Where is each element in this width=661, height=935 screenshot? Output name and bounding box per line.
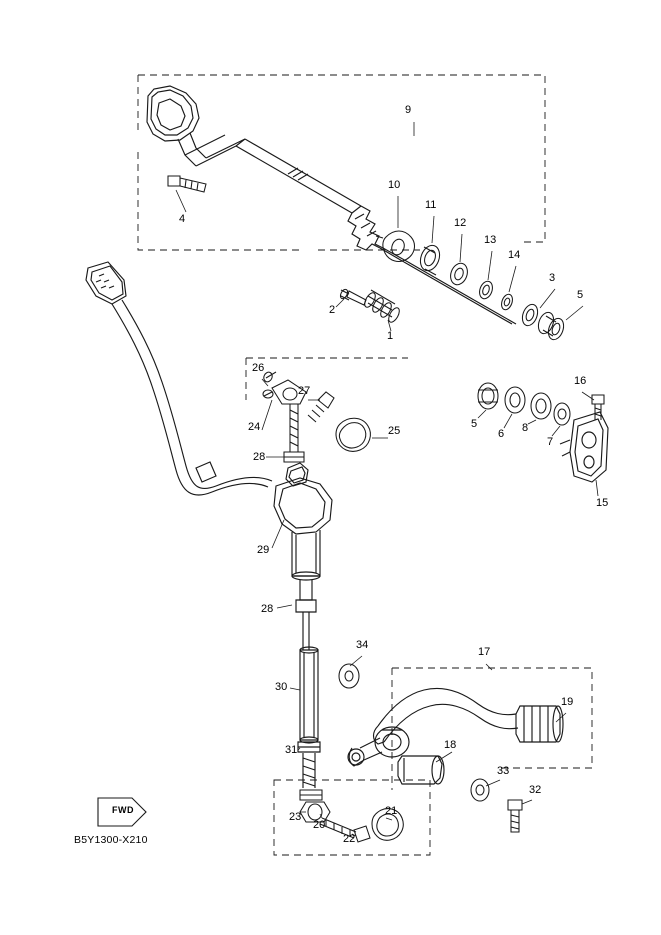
callout-7: 7: [547, 436, 554, 448]
callout-9: 9: [405, 104, 412, 116]
callout-24: 24: [248, 421, 261, 433]
group-box-upper: [138, 75, 545, 250]
callout-12: 12: [454, 217, 467, 229]
callout-5-upper: 5: [577, 289, 584, 301]
cover-25: [336, 418, 370, 451]
callout-2: 2: [329, 304, 336, 316]
callout-25: 25: [388, 425, 401, 437]
callout-16: 16: [574, 375, 587, 387]
group-box-arm: [246, 358, 408, 400]
bearings-5-8: [478, 383, 570, 425]
bolt-4: [168, 176, 206, 192]
shift-rod-30: [298, 612, 320, 788]
callout-17: 17: [478, 646, 491, 658]
callout-14: 14: [508, 249, 521, 261]
callout-22: 22: [343, 833, 356, 845]
callout-5-lower: 5: [471, 418, 478, 430]
callout-6: 6: [498, 428, 505, 440]
washer-34: [339, 664, 359, 688]
callout-10: 10: [388, 179, 401, 191]
callout-26: 26: [252, 362, 265, 374]
bolt-2: [339, 288, 366, 305]
callout-15: 15: [596, 497, 609, 509]
callout-23: 23: [289, 811, 302, 823]
callout-11: 11: [425, 199, 437, 211]
callout-29: 29: [257, 544, 270, 556]
spring-1: [363, 290, 402, 324]
part-code-label: B5Y1300-X210: [74, 834, 148, 846]
shift-pedal-17: [348, 688, 563, 784]
callout-30: 30: [275, 681, 288, 693]
callout-8: 8: [522, 422, 529, 434]
callout-20: 20: [313, 819, 326, 831]
callout-21: 21: [385, 805, 398, 817]
callout-3: 3: [549, 272, 556, 284]
callout-28-upper: 28: [253, 451, 266, 463]
callout-32: 32: [529, 784, 542, 796]
callout-34: 34: [356, 639, 369, 651]
callout-18: 18: [444, 739, 457, 751]
callout-27: 27: [298, 385, 311, 397]
callout-1: 1: [387, 330, 394, 342]
callout-31: 31: [285, 744, 298, 756]
callout-4: 4: [179, 213, 186, 225]
group-box-pedal: [392, 668, 592, 790]
parts-3-5: [520, 302, 567, 341]
shift-rod-sensor-29: [274, 463, 332, 612]
callout-28-lower: 28: [261, 603, 274, 615]
shift-sensor-harness: [86, 262, 272, 495]
callout-33: 33: [497, 765, 510, 777]
callout-19: 19: [561, 696, 574, 708]
fwd-direction-label: FWD: [112, 805, 134, 815]
callout-13: 13: [484, 234, 497, 246]
shift-shaft-upper: [147, 86, 516, 324]
fasteners-32-33: [471, 779, 522, 832]
